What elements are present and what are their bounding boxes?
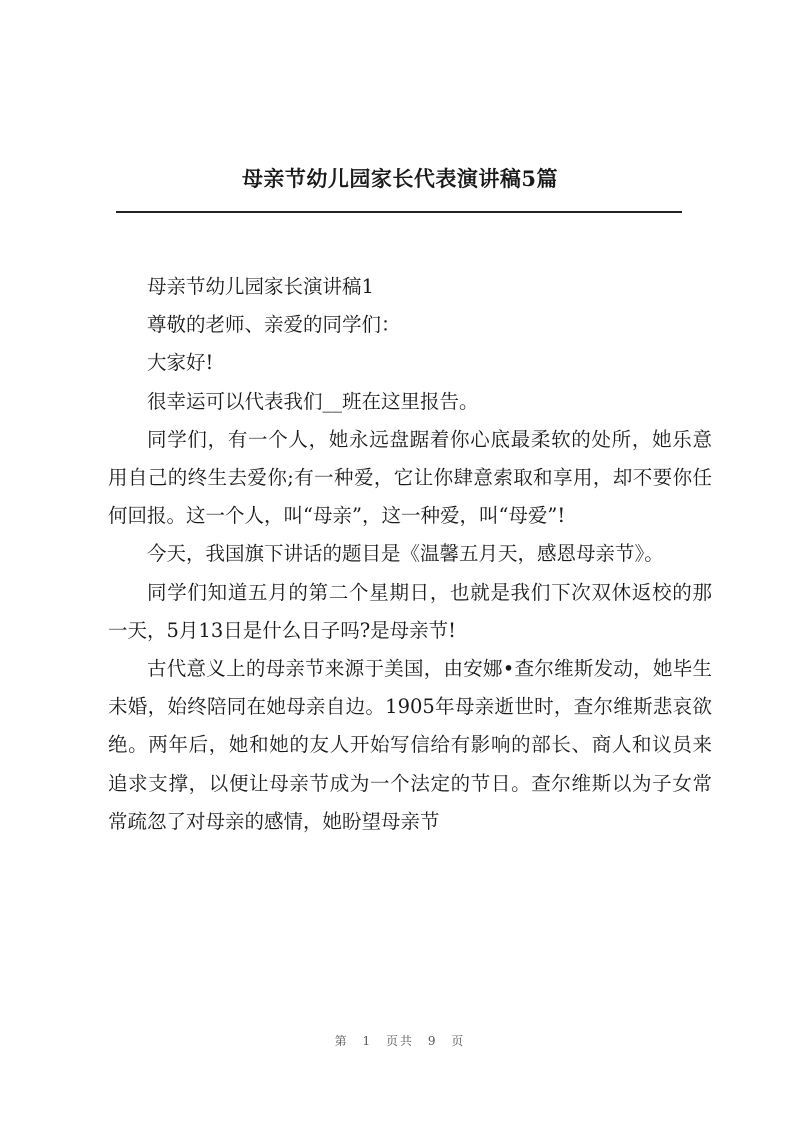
footer-current-page: 1 [362, 1034, 373, 1048]
page-footer [0, 1032, 800, 1049]
paragraph-intro: 很幸运可以代表我们__班在这里报告。 [147, 389, 479, 413]
paragraph-history: 古代意义上的母亲节来源于美国，由安娜•查尔维斯发动，她毕生未婚，始终陪同在她母亲自边。1905年母亲逝世时，查尔维斯悲哀欲绝。两年后，她和她的友人开始写信给有影响的部长、商人和议员来追求支撑，以便让母亲节成为一个法定的节日。查尔维斯以为子女常常疏忽了对母亲的感情，她盼望母亲节 [108, 657, 712, 833]
paragraph-salutation: 尊敬的老师、亲爱的同学们： [147, 313, 401, 337]
document-title: 母亲节幼儿园家长代表演讲稿5篇 [241, 166, 559, 191]
paragraph-topic: 今天，我国旗下讲话的题目是《温馨五月天，感恩母亲节》。 [147, 542, 664, 566]
footer-suffix: 页 [451, 1034, 466, 1048]
footer-middle: 页共 [385, 1034, 414, 1048]
document-body [108, 268, 712, 841]
footer-prefix: 第 [334, 1034, 349, 1048]
paragraph-speech-heading: 母亲节幼儿园家长演讲稿1 [147, 275, 374, 298]
paragraph-date: 同学们知道五月的第二个星期日，也就是我们下次双休返校的那一天，5月13日是什么日子吗?是母亲节! [108, 580, 712, 642]
footer-total-pages: 9 [427, 1034, 438, 1048]
paragraph-mother-love: 同学们，有一个人，她永远盘踞着你心底最柔软的处所，她乐意用自己的终生去爱你;有一种爱，它让你肆意索取和享用，却不要你任何回报。这一个人，叫“母亲”，这一种爱，叫“母爱”! [108, 427, 712, 528]
paragraph-greeting: 大家好! [147, 351, 214, 375]
title-divider [116, 211, 682, 213]
